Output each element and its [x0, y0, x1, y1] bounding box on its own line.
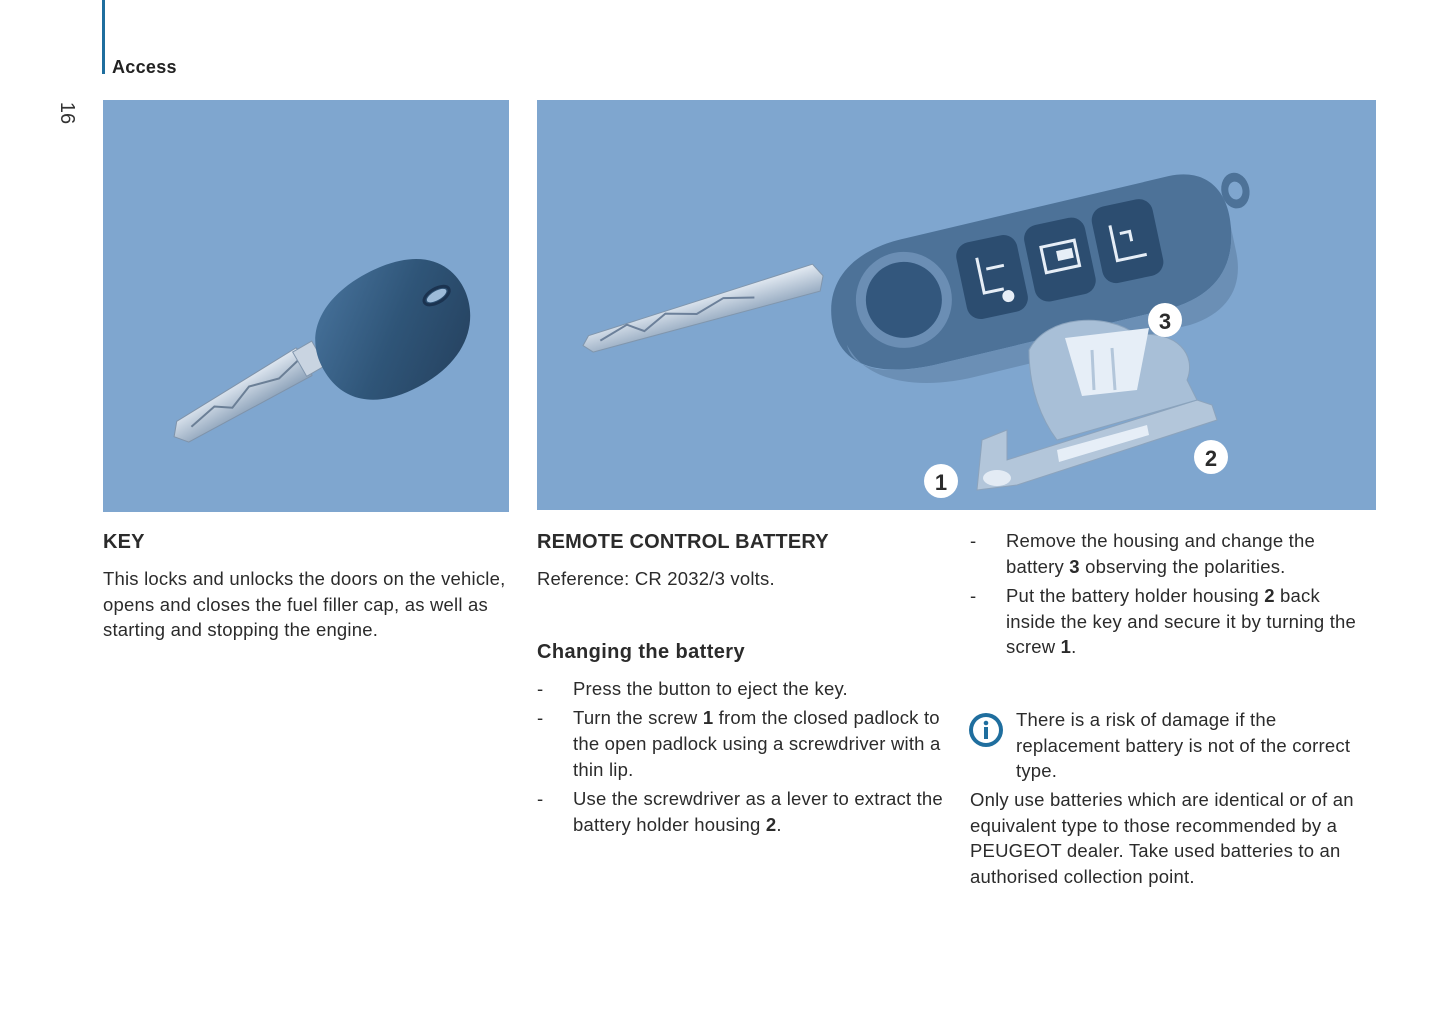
page-number: 16: [56, 101, 78, 125]
section-title: Access: [112, 57, 177, 77]
svg-text:2: 2: [1204, 446, 1218, 471]
remote-battery-illustration: [537, 100, 1376, 510]
remote-heading: REMOTE CONTROL BATTERY: [537, 531, 829, 553]
list-item: - Use the screwdriver as a lever to extract the battery holder housing 2.: [537, 787, 943, 835]
list-item: - Turn the screw 1 from the closed padlock to the open padlock using a screwdriver with a thin lip.: [537, 707, 941, 780]
callout-1: [924, 464, 958, 498]
svg-text:3: 3: [1158, 309, 1172, 334]
list-item: - Remove the housing and change the battery 3 observing the polarities.: [970, 530, 1315, 577]
key-illustration: [103, 100, 509, 512]
callout-2: [1194, 440, 1228, 474]
battery-disposal-note: Only use batteries which are identical or of an equivalent type to those recommended by a PEUGEOT dealer. Take used batteries to an authorised collection point.: [970, 789, 1354, 888]
svg-text:1: 1: [934, 470, 948, 495]
key-description: This locks and unlocks the doors on the vehicle, opens and closes the fuel filler cap, as well as starting and stopping the engine.: [103, 568, 506, 641]
info-note: There is a risk of damage if the replacement battery is not of the correct type.: [1016, 709, 1351, 782]
section-accent-bar: [102, 0, 105, 74]
info-icon: [968, 712, 1004, 748]
steps-list-left: [537, 676, 947, 841]
key-heading: KEY: [103, 531, 145, 553]
callout-3: [1148, 303, 1182, 337]
steps-list-right: [970, 528, 1370, 664]
list-item: - Press the button to eject the key.: [537, 678, 848, 699]
list-item: - Put the battery holder housing 2 back inside the key and secure it by turning the screw 1.: [970, 584, 1357, 658]
changing-battery-subheading: Changing the battery: [537, 641, 746, 663]
battery-reference: Reference: CR 2032/3 volts.: [537, 568, 775, 589]
